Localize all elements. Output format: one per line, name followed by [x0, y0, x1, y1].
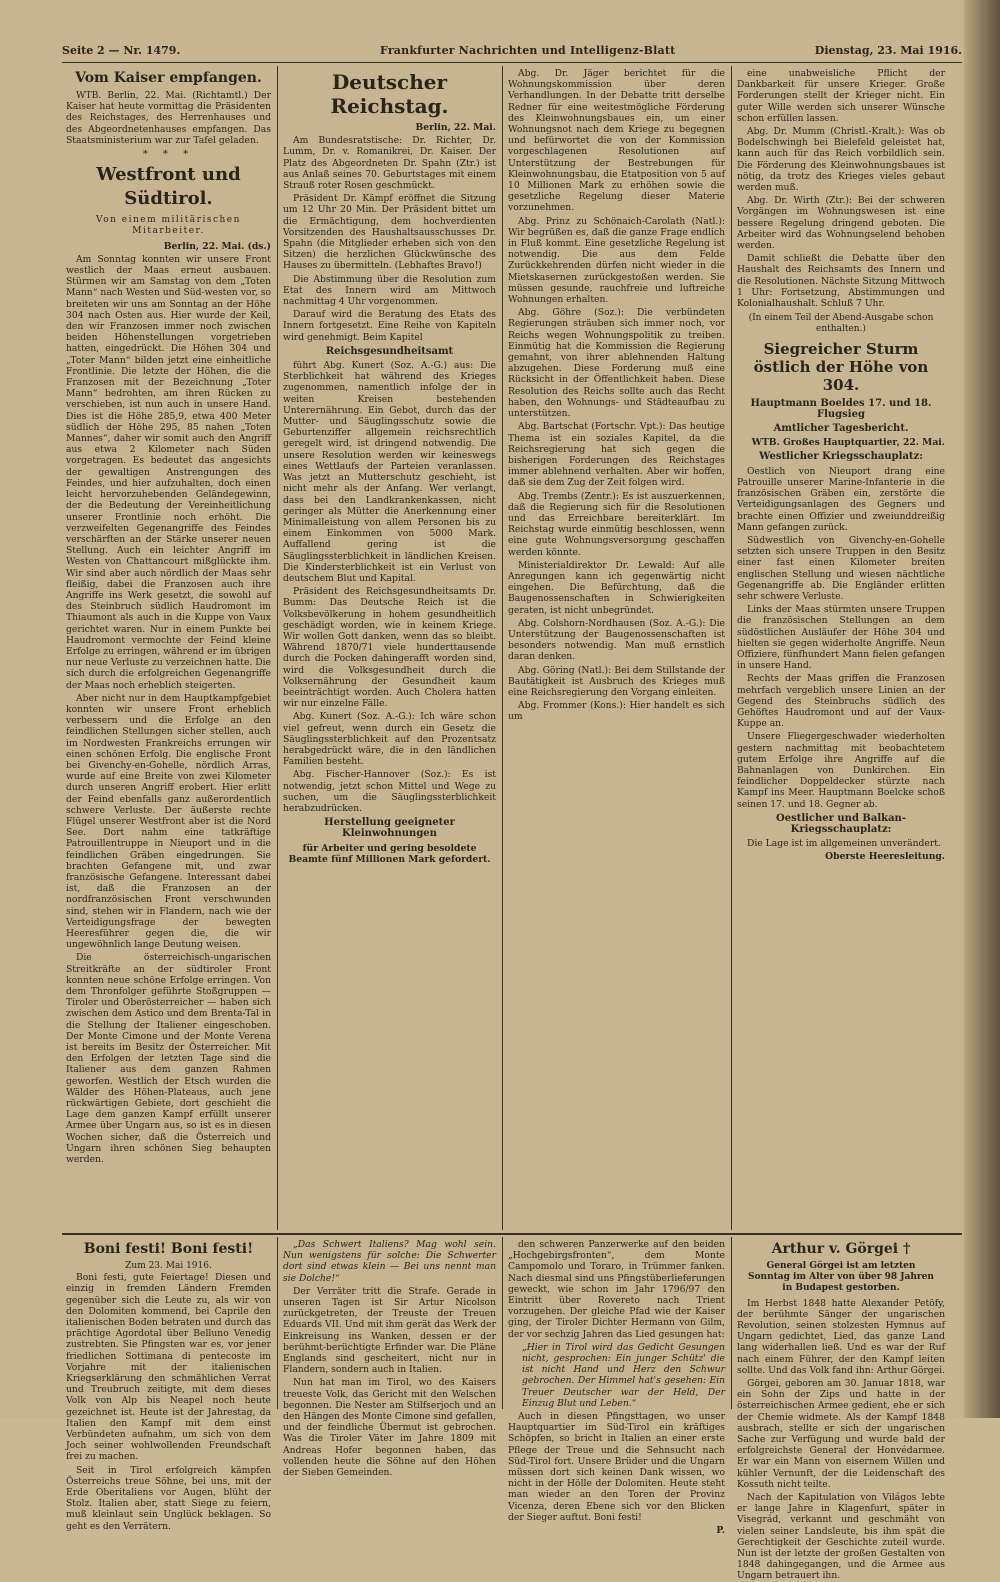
- bottom-column-4: [737, 1239, 945, 1582]
- article-body: Abg. Colshorn-Nordhausen (Soz. A.-G.): Die Unterstützung der Baugenossenschaften ist besonders notwendig. Man muß ernstlich daran denken.: [508, 617, 725, 663]
- header-rule: [62, 62, 962, 63]
- article-subtitle: General Görgei ist am letzten: [766, 1261, 916, 1271]
- article-body: Abg. Fischer-Hannover (Soz.): Es ist notwendig, jetzt schon Mittel und Wege zu suchen, um die Säuglingssterblichkeit herabzudrücken.: [283, 769, 496, 814]
- article-title-kaiser: Vom Kaiser empfangen.: [75, 70, 262, 86]
- article-body: Abg. Göring (Natl.): Bei dem Stillstande der Bautätigkeit ist Ausbruch des Krieges muß eine Reichsregierung den Vorgang einleiten.: [508, 664, 725, 698]
- article-body: für Arbeiter und gering besoldete Beamte fünf Millionen Mark gefordert.: [288, 842, 491, 865]
- edition-note: (In einem Teil der Abend-Ausgabe schon enthalten.): [748, 313, 934, 335]
- column-1: [66, 68, 271, 1228]
- article-title-boni-festi: Boni festi! Boni festi!: [83, 1241, 254, 1257]
- section-separator: * * *: [142, 149, 195, 161]
- page-edge-shadow: [964, 0, 1000, 1418]
- article-signature: Oberste Heeresleitung.: [825, 851, 945, 863]
- column-divider-bottom-2: [502, 1237, 503, 1409]
- article-title-sturm: Siegreicher Sturm östlich der Höhe von 304.: [753, 339, 929, 394]
- article-dateline: Berlin, 22. Mai.: [415, 122, 496, 133]
- article-body: Aber nicht nur in dem Hauptkampfgebiet konnten wir unsere Front erheblich verbessern und die Erfolge an den feindlichen Stellungen sicher stellen, auch im Nordwesten Frankreichs errungen wir einen schönen Erfolg. Die englische Front bei Givenchy-en-Gohelle, nördlich Arras, wurde auf eine Breite von zwei Kilometer durch unseren Angriff erobert. Hier erlitt der Feind ebenfalls ganz außerordentlich schwere Verluste. Der äußerste rechte Flügel unserer Westfront aber ist die Nord See. Dort nahm eine tatkräftige Patrouillentruppe in Nieuport und in die feindlichen Gräben eingedrungen. Sie brachten Gefangene mit, und zwar französische Gefangene. Interessant dabei ist, daß die Franzosen an der nordfranzösischen Front verschwunden sind, stehen wir in Flandern, nach wie der Verteidigungsfrage der bewegten Heeresführer gegen die, die wir ungewöhnlich lange Deutung weisen.: [66, 692, 271, 951]
- section-heading: Reichsgesundheitsamt: [325, 345, 454, 357]
- article-body: Rechts der Maas griffen die Franzosen mehrfach vergeblich unsere Linien an der Gegend des Steinbruchs südlich des Gehöftes Haudromont und auf der Vaux-Kuppe an.: [737, 673, 945, 730]
- article-body: Die österreichisch-ungarischen Streitkräfte an der südtiroler Front konnten neue schöne Erfolge erringen. Von dem Thronfolger geführte Stoßgruppen — Tiroler und Oberösterreicher — haben sich zwischen dem Astico und dem Brenta-Tal in die Stellung der Italiener eingeschoben. Der Monte Cimone und der Monte Verena ist bereits im Besitz der Österreicher. Mit den Erfolgen der letzten Tage sind die Italiener aus dem ganzen Rahmen geworfen. Westlich der Etsch wurden die Wälder des Höhen-Plateaus, auch jene rückwärtigen Gebiete, dort geschieht die Lage dem ganzen Kampf erfüllt unserer Armee über Ungarn aus, so ist es in diesen Wochen sicher, daß die Österreich und Ungarn ihren schönen Sieg behaupten werden.: [66, 952, 271, 1166]
- section-heading: Herstellung geeigneter Kleinwohnungen: [324, 817, 455, 840]
- article-body: Abg. Göhre (Soz.): Die verbündeten Regierungen sträuben sich immer noch, vor Reichs wegen Wohnungspolitik zu treiben. Einmütig hat die Kommission die Regierung gemahnt, von ihrer ablehnenden Haltung abzugehen. Diese Forderung muß eine Rücksicht in der Öffentlichkeit haben. Diese Resolution des Reichs sollte auch das Recht haben, den Wohnungs- und Städteaufbau zu unterstützen.: [508, 307, 725, 420]
- page-header: [62, 44, 962, 64]
- article-body: Am Sonntag konnten wir unsere Front westlich der Maas erneut ausbauen. Stürmen wir am Samstag von dem „Toten Mann“ nach Westen und Süd-westen vor, so breiteten wir uns am Sonntag an der Höhe 304 nach Osten aus. Hier wurde der Keil, den wir Franzosen immer noch zwischen beiden Höhenstellungen vorgetrieben hatten, eingedrückt. Die Höhen 304 und „Toter Mann“ bilden jetzt eine einheitliche Frontlinie. Die letzte der Höhen, die die Franzosen mit der Bezeichnung „Toter Mann“ bedrohten, am ihren Rücken zu verschieben, ist nun auch in unsere Hand. Dies ist die Höhe 285,9, etwa 400 Meter südlich der Höhe 295, 85 nahen „Toten Mannes“, daher wir somit auch den Angriff aus etwa 2 Kilometer nach Süden vorgetragen. Es bedeutet das angesichts der gewaltigen Anstrengungen des Feindes, und hier aufzuhalten, doch einen leicht hervorzuhebenden Geländegewinn, der die Bedeutung der Vereinheitlichung unserer Frontlinie noch erhöht. Die verzweifelten Gegenangriffe des Feindes verschärften an der Stärke unserer neuen Stellung. Auch ein leichter Angriff im Westen von Chattancourt mißglückte ihm. Wir sind aber auch nördlich der Maas sehr fleißig, dabei die Franzosen auch ihre Angriffe ins Werk gesetzt, die sowohl auf des Steinbruch südlich Haudromont im Thiaumont als auch in die Kuppe von Vaux gerichtet waren. Nur in einem Punkte bei Haudromont vermochte der Feind kleine Erfolge zu erringen, während er im übrigen nur neue Verluste zu verzeichnen hatte. Die sich durch die erfolgreichen Gegenangriffe der Maas noch erheblich steigerten.: [66, 253, 271, 691]
- article-subtitle: Zum 23. Mai 1916.: [125, 1261, 212, 1271]
- column-3: [508, 68, 725, 1228]
- column-divider-1: [277, 66, 278, 1230]
- article-body: Unsere Fliegergeschwader wiederholten gestern nachmittag mit beobachtetem gutem Erfolge ihre Angriffe auf die Bahnanlagen von Dunkirchen. Ein feindlicher Doppeldecker stürzte nach Kampf ins Meer. Hauptmann Boelcke schoß seinen 17. und 18. Gegner ab.: [737, 731, 945, 810]
- article-byline: Von einem militärischen Mitarbeiter.: [96, 215, 241, 237]
- article-body: führt Abg. Kunert (Soz. A.-G.) aus: Die Sterblichkeit hat während des Krieges zugenommen, namentlich infolge der in weiten Kreisen bestehenden Unterernährung. Ein Gebot, durch das der Mutter- und Säuglingsschutz sowie die Geburtenziffer allgemein reichsrechtlich geregelt wird, ist dringend notwendig. Die unsere Resolution werden wir keineswegs eines Wettlaufs der Parteien veranlassen. Was jetzt an Mutterschutz geschieht, ist nicht mehr als der Anfang. Wer verlangt, dass bei den Landkrankenkassen, nicht geringer als Mütter die Anerkennung einer Minimalleistung von allem Personen bis zu einem Einkommen von 5000 Mark. Auffallend gering ist die Säuglingssterblichkeit in ländlichen Kreisen. Die Kindersterblichkeit ist ein Verlust von deutschem Blut und Kapital.: [283, 360, 496, 584]
- article-body: Abg. Dr. Wirth (Ztr.): Bei der schweren Vorgängen im Wohnungswesen ist eine bessere Regelung dringend geboten. Die Arbeiter wird das Wohnungselend behoben werden.: [737, 195, 945, 252]
- article-body: Die Abstimmung über die Resolution zum Etat des Innern wird am Mittwoch nachmittag 4 Uhr vorgenommen.: [283, 273, 496, 308]
- article-body: WTB. Berlin, 22. Mai. (Richtamtl.) Der Kaiser hat heute vormittag die Präsidenten des Reichstages, des Herrenhauses und des Abgeordnetenhauses empfangen. Das Staatsministerium war zur Tafel geladen.: [66, 90, 271, 146]
- article-body: Abg. Trembs (Zentr.): Es ist auszuerkennen, daß die Regierung sich für die Resolutionen und das Erreichbare bereiterklärt. Im Reichstag wurde einmütig beschlossen, wenn eine gute Wohnungsversorgung geschaffen werden könnte.: [508, 490, 725, 558]
- bottom-column-1: [66, 1239, 271, 1532]
- article-dateline: Berlin, 22. Mai. (ds.): [163, 240, 271, 252]
- article-body: Präsident des Reichsgesundheitsamts Dr. Bumm: Das Deutsche Reich ist die Volksbevölkerung in hohem gesundheitlich geschädigt worden, wie in keinem Kriege. Wir wollen Gott danken, wenn das so bleibt. Während 1870/71 viele hunderttausende durch die Pocken dahingerafft worden sind, wird die Volksgesundheit durch die Volksernährung der Gesundheit kaum beeinträchtigt worden. Auch Cholera hatten wir nur einzelne Fälle.: [283, 586, 496, 710]
- article-body: Am Bundesratstische: Dr. Richter, Dr. Lumm, Dr. v. Romanikrei, Dr. Kaiser. Der Platz des Abgeordneten Dr. Spahn (Ztr.) ist aus Anlaß seines 70. Geburtstages mit einem Strauß roter Rosen geschmückt.: [283, 135, 496, 192]
- article-body: Nach der Kapitulation von Világos lebte er lange Jahre in Klagenfurt, später in Visegrád, verkannt und geschmäht von vielen seiner Landsleute, bis ihm spät die Gerechtigkeit der Geschichte zuteil wurde. Nun ist der letzte der großen Gestalten von 1848 dahingegangen, und die Armee aus Ungarn betrauert ihn.: [737, 1492, 945, 1582]
- article-body: Abg. Frommer (Kons.): Hier handelt es sich um: [508, 700, 725, 723]
- poem-quote: „Hier in Tirol wird das Gedicht Gesungen nicht, gesprochen: Ein junger Schütz' die ist nicht Hand und Herz den Schwur gebrochen. Der Himmel hat's gesehen: Ein Treuer Deutscher war der Held, Der Einzug Blut und Leben.“: [522, 1341, 725, 1409]
- column-divider-2: [502, 66, 503, 1230]
- article-subtitle: Sonntag im Alter von über 98 Jahren: [748, 1272, 934, 1283]
- article-body: Abg. Kunert (Soz. A.-G.): Ich wäre schon viel gefreut, wenn durch ein Gesetz die Säuglingssterblichkeit auf den Prozentsatz herabgedrückt wäre, die in den ländlichen Familien besteht.: [283, 711, 496, 768]
- bottom-column-3: [508, 1239, 725, 1537]
- article-body: Damit schließt die Debatte über den Haushalt des Reichsamts des Innern und die Resolutionen. Nächste Sitzung Mittwoch 1 Uhr: Fortsetzung, Abstimmungen und Kolonialhaushalt. Schluß 7 Uhr.: [737, 253, 945, 310]
- article-dateline: WTB. Großes Hauptquartier, 22. Mai.: [751, 437, 945, 449]
- article-subtitle: in Budapest gestorben.: [782, 1283, 900, 1294]
- article-body: Der Verräter tritt die Strafe. Gerade in unseren Tagen ist Sir Artur Nicolson zurückgetreten, der Treuste der Treuen Eduards VII. Und mit ihm gerät das Werk der Einkreisung ins Wanken, dessen er der berühmt-berüchtigte Erfinder war. Die Pläne Englands sind gescheitert, nicht nur in Flandern, sondern auch in Italien.: [283, 1285, 496, 1376]
- column-4: [737, 68, 945, 1228]
- article-body: Auch in diesen Pfingsttagen, wo unser Hauptquartier im Süd-Tirol ein kräftiges Schöpfen, so bricht in Italien an einer erste Pflege der Treue und die Sehnsucht nach Süd-Tirol fort. Unsere Brüder und die Ungarn müssen dort sich keinen Dank wissen, wo nicht in der Hölle der Dolomiten. Heute steht man wieder an den Toren der Provinz Vicenza, deren Ebene sich vor den Blicken der Sieger auftut. Boni festi!: [508, 1411, 725, 1523]
- article-body: Abg. Bartschat (Fortschr. Vpt.): Das heutige Thema ist ein soziales Kapitel, da die Reichsregierung hat sich gegen die bisherigen Forderungen des Reichstages immer ablehnend verhalten. Aber wir hoffen, daß sie dem Zug der Zeit folgen wird.: [508, 421, 725, 489]
- article-body: Präsident Dr. Kämpf eröffnet die Sitzung um 12 Uhr 20 Min. Der Präsident bittet um die Ermächtigung, dem hochverdienten Vorsitzenden des Haushaltsausschusses Dr. Spahn (die Mitglieder erheben sich von den Sitzen) die herzlichen Glückwünsche des Hauses zu übermitteln. (Lebhaftes Bravo!): [283, 193, 496, 272]
- header-date: Dienstag, 23. Mai 1916.: [814, 44, 962, 57]
- column-divider-3: [731, 66, 732, 1230]
- article-signature: P.: [716, 1525, 725, 1537]
- article-subtitle: Hauptmann Boeldes 17. und 18. Flugsieg: [750, 397, 932, 420]
- section-heading: Oestlicher und Balkan-Kriegsschauplatz:: [776, 812, 906, 835]
- column-2: [283, 68, 496, 1228]
- bottom-column-2: [283, 1239, 496, 1479]
- article-body: Abg. Dr. Jäger berichtet für die Wohnungskommission über deren Verhandlungen. In der Debatte tritt derselbe Redner für eine weitestmögliche Förderung des Kleinwohnungsbaues ein, um einer Wohnungsnot nach dem Kriege zu begegnen und befürwortet die von der Kommission vorgeschlagenen Resolutionen auf Unterstützung der Bestrebungen für Kleinwohnungsbau, die Etatposition von 5 auf 10 Millionen Mark zu erhöhen sowie die gesetzliche Regelung dieser Materie vorzunehmen.: [508, 68, 725, 214]
- article-title-reichstag: Deutscher Reichstag.: [330, 70, 449, 118]
- article-body: Seit in Tirol erfolgreich kämpfen Österreichs treue Söhne, bei uns, mit der Erde Oberitaliens vor Augen, blüht der Stolz. Italien aber, statt Siege zu feiern, muß kleinlaut sein Unglück beklagen. So geht es den Verrätern.: [66, 1464, 271, 1532]
- header-masthead: Frankfurter Nachrichten und Intelligenz-Blatt: [380, 44, 676, 57]
- article-body: Abg. Dr. Mumm (Christl.-Kralt.): Was ob Bodelschwingh bei Bielefeld geleistet hat, kann auch für das Reich vorbildlich sein. Die Förderung des Kleinwohnungsbaues ist nötig, da trotz des Krieges vieles gebaut werden muß.: [737, 126, 945, 194]
- column-divider-bottom-3: [731, 1237, 732, 1409]
- article-body: eine unabweisliche Pflicht der Dankbarkeit für unsere Krieger. Große Forderungen stellt der Krieger nicht. Ein guter Wille werden sich unserer Wünsche schon erfüllen lassen.: [737, 68, 945, 124]
- section-rule: [62, 1233, 962, 1235]
- article-body: Links der Maas stürmten unsere Truppen die französischen Stellungen an dem südöstlichen Ausläufer der Höhe 304 und hielten sie gegen widerholte Angriffe. Neun Offiziere, fünfhundert Mann fielen gefangen in unsere Hand.: [737, 604, 945, 672]
- article-title-westfront: Westfront und Südtirol.: [96, 164, 241, 210]
- article-body: Abg. Prinz zu Schönaich-Carolath (Natl.): Wir begrüßen es, daß die ganze Frage endlich in Fluß kommt. Eine gesetzliche Regelung ist notwendig. Die aus dem Felde Zurückkehrenden dürfen nicht wieder in die Mietskasernen zurückgestoßen werden. Sie müssen gesunde, rauchfreie und luftreiche Wohnungen erhalten.: [508, 215, 725, 306]
- article-body: Die Lage ist im allgemeinen unverändert.: [747, 838, 941, 850]
- article-body: Oestlich von Nieuport drang eine Patrouille unserer Marine-Infanterie in die französischen Gräben ein, zerstörte die Verteidigungsanlagen des Gegners und brachte einen Offizier und zweiunddreißig Mann gefangen zurück.: [737, 465, 945, 533]
- article-body: Ministerialdirektor Dr. Lewald: Auf alle Anregungen kann ich gegenwärtig nicht eingehen. Die Befürchtung, daß die Baugenossenschaften in Schwierigkeiten geraten, ist nicht unbegründet.: [508, 559, 725, 616]
- article-subtitle: Amtlicher Tagesbericht.: [773, 423, 909, 435]
- section-heading: Westlicher Kriegsschauplatz:: [759, 451, 923, 463]
- article-body: Südwestlich von Givenchy-en-Gohelle setzten sich unsere Truppen in den Besitz einer fast einen Kilometer breiten englischen Stellung und wiesen nächtliche Gegenangriffe ab. Die Engländer erlitten sehr schwere Verluste.: [737, 534, 945, 602]
- header-page-number: Seite 2 — Nr. 1479.: [62, 44, 181, 57]
- article-title-goergei: Arthur v. Görgei †: [771, 1241, 911, 1257]
- article-body: Nun hat man im Tirol, wo des Kaisers treueste Volk, das Gericht mit den Welschen begonnen. Die Nester am Stilfserjoch und an den Hängen des Monte Cimone sind gefallen, und der feindliche Übermut ist gebrochen. Was die Tiroler Väter im Jahre 1809 mit Andreas Hofer begonnen haben, das vollenden heute die Söhne auf den Höhen der Sieben Gemeinden.: [283, 1377, 496, 1479]
- article-body: Darauf wird die Beratung des Etats des Innern fortgesetzt. Eine Reihe von Kapiteln wird genehmigt. Beim Kapitel: [283, 309, 496, 343]
- poem-quote: „Das Schwert Italiens? Mag wohl sein. Nun wenigstens für solche: Die Schwerter dort sind etwas klein — Bei uns nennt man sie Dolche!“: [283, 1239, 496, 1284]
- article-body: Görgei, geboren am 30. Januar 1818, war ein Sohn der Zips und hatte in der österreichischen Armee gedient, ehe er sich der Chemie widmete. Als der Kampf 1848 ausbrach, stellte er sich der ungarischen Sache zur Verfügung und wurde bald der erfolgreichste General der Honvédarmee. Er war ein Mann von eisernem Willen und kühler Vernunft, der die Leidenschaft des Kossuth nicht teilte.: [737, 1378, 945, 1490]
- article-body: den schweren Panzerwerke auf den beiden „Hochgebirgsfronten“, dem Monte Campomolo und Toraro, in Trümmer fanken. Nach diesmal sind uns Pfingstüberlieferungen geweckt, wie schon im Jahr 1796/97 den Eintritt über Rovereto nach Trient vorzugehen. Der gleiche Pfad wie der Kaiser ging, der Tiroler Dichter Hermann von Gilm, der vor sechzig Jahren das Lied gesungen hat:: [508, 1239, 725, 1340]
- article-body: Im Herbst 1848 hatte Alexander Petöfy, der berühmte Sänger der ungarischen Revolution, seinen stolzesten Hymnus auf Ungarn gedichtet, Lied, das ganze Land lang widerhallen ließ. Und es war der Ruf nach einem Führer, der den Kampf leiten sollte. Und das Volk fand ihn: Arthur Görgei.: [737, 1297, 945, 1376]
- article-body: Boni festi, gute Feiertage! Diesen und einzig in fremden Ländern Fremden gegenüber sich die Leute zu, als wir von den Dolomiten kommend, bei Caprile den italienischen Boden betraten und durch das prächtige Agordotal über Belluno Venedig zustrebten. Sie Pfingsten war es, vor jener friedlichen Sottimana di pentecoste im Vorjahre mit der italienischen Kriegserklärung den schmählichen Verrat und Treubruch zeitigte, mit dem dieses Volk von Alp bis Neapel noch heute gezeichnet ist. Heute ist der Jahrestag, da Italien den Kampf mit dem einst Verbündeten aufnahm, um sich von dem Joch seiner wohlwollenden Freundschaft frei zu machen.: [66, 1272, 271, 1463]
- column-divider-bottom-1: [277, 1237, 278, 1409]
